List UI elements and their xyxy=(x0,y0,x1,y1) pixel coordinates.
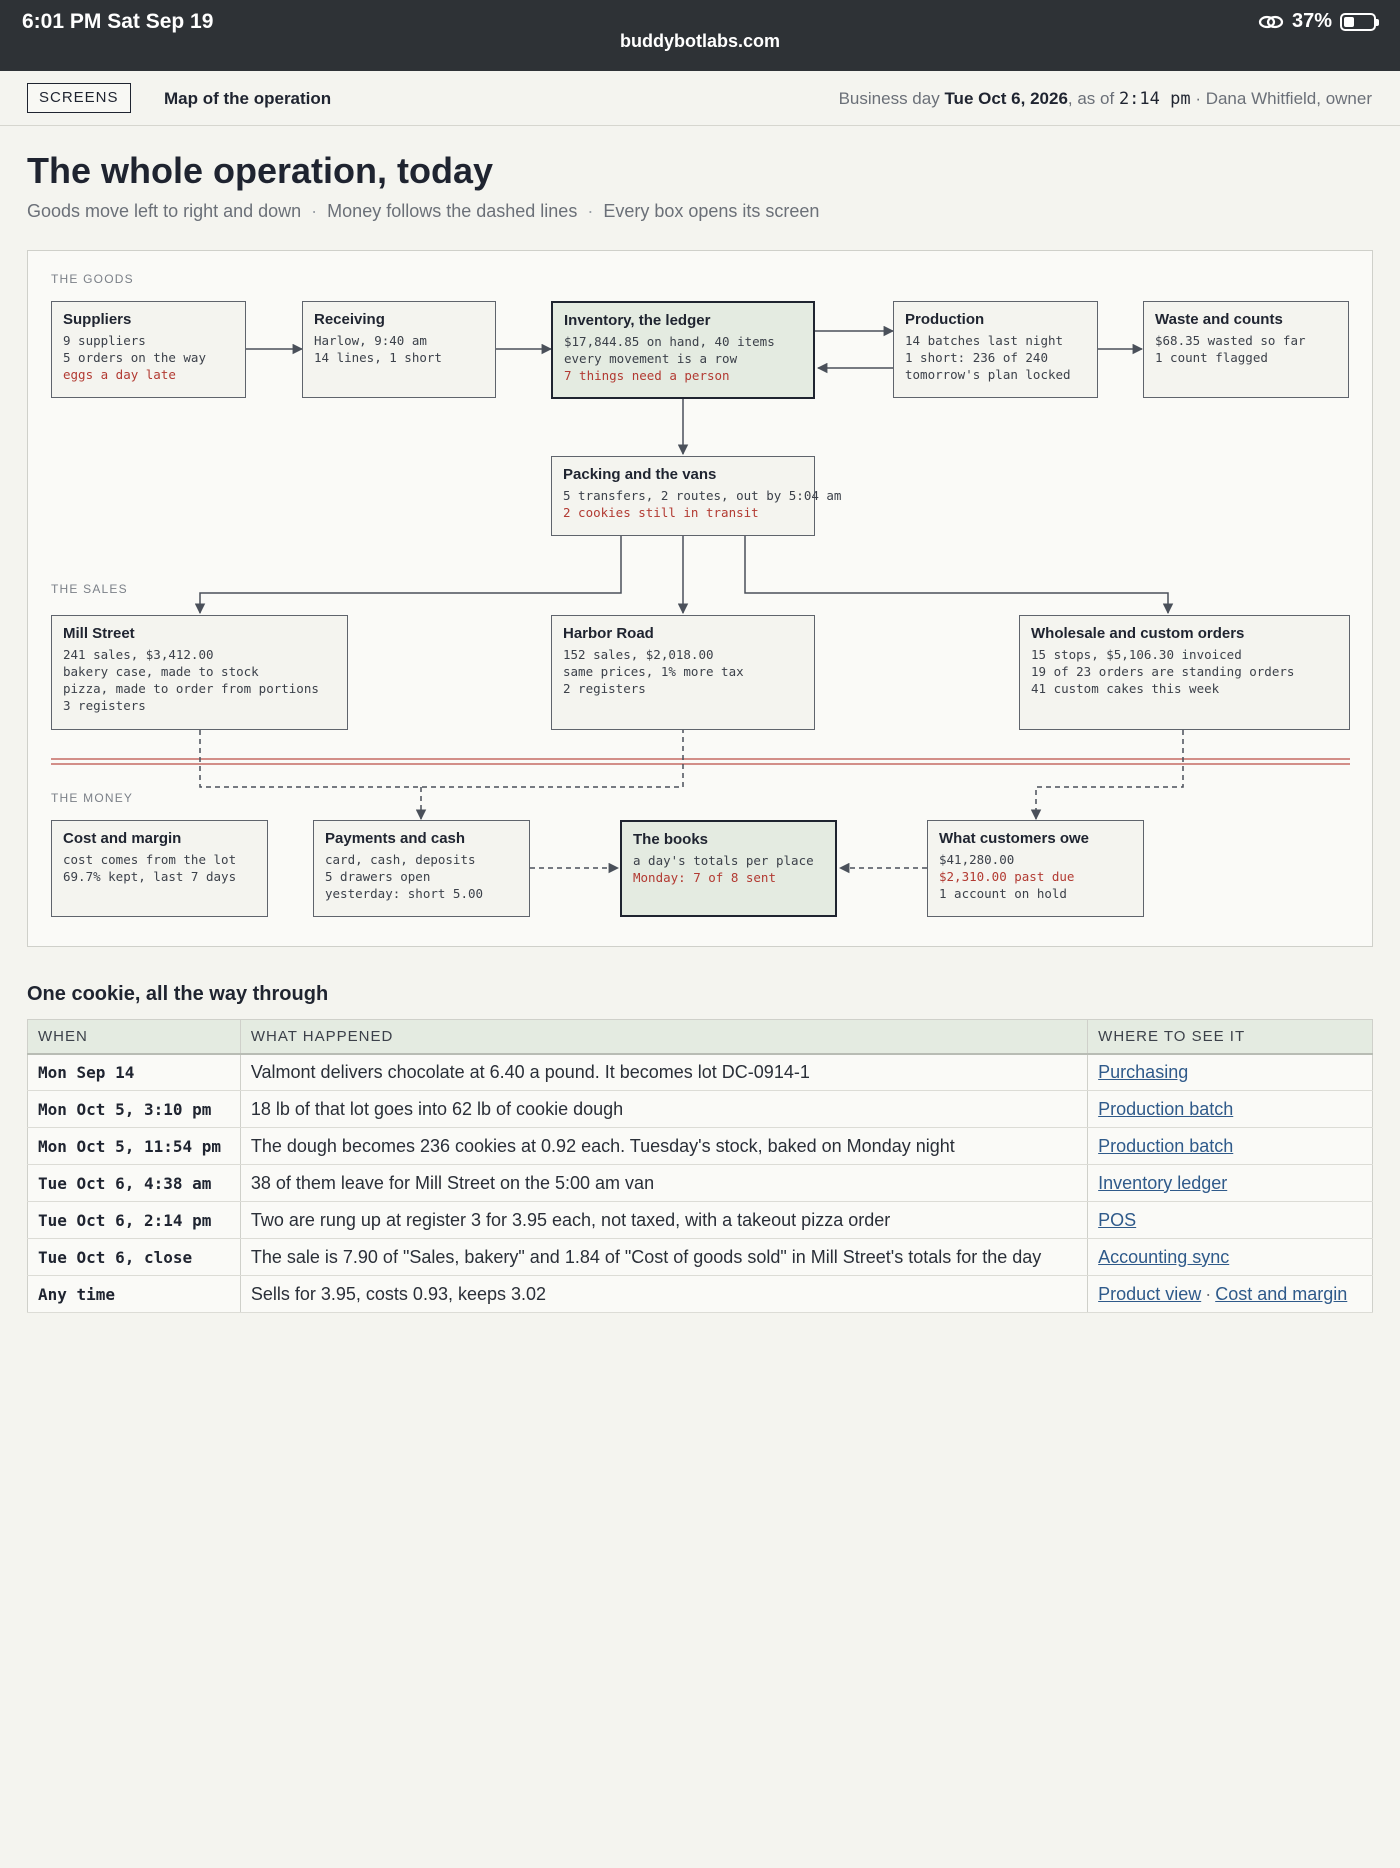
timeline-title: One cookie, all the way through xyxy=(27,983,329,1005)
cell-what: The dough becomes 236 cookies at 0.92 each. Tuesday's stock, baked on Monday night xyxy=(240,1128,1087,1165)
node-line: $41,280.00 xyxy=(939,852,1015,867)
node-title: Waste and counts xyxy=(1155,311,1283,328)
table-row xyxy=(28,1091,1373,1128)
business-day-info xyxy=(839,89,1372,109)
node-line: card, cash, deposits xyxy=(325,852,476,867)
cell-where xyxy=(1088,1091,1373,1128)
col-header-when: WHEN xyxy=(28,1020,241,1054)
node-packing-vans[interactable] xyxy=(551,456,842,536)
table-row xyxy=(28,1128,1373,1165)
cell-where xyxy=(1088,1054,1373,1091)
subtitle-separator: · xyxy=(587,201,594,221)
link-product-view[interactable]: Product view xyxy=(1098,1283,1202,1304)
node-alert: eggs a day late xyxy=(63,367,176,382)
operation-map xyxy=(27,250,1373,947)
status-time: 6:01 PM Sat Sep 19 xyxy=(22,10,214,33)
node-line: 41 custom cakes this week xyxy=(1031,681,1220,696)
node-line: 19 of 23 orders are standing orders xyxy=(1031,664,1295,679)
table-header-row xyxy=(28,1020,1373,1054)
node-line: Harlow, 9:40 am xyxy=(314,333,427,348)
cell-when: Mon Sep 14 xyxy=(28,1054,241,1091)
node-line: 2 registers xyxy=(563,681,646,696)
subtitle-separator: · xyxy=(311,201,318,221)
timeline-table xyxy=(27,1019,1373,1313)
node-line: same prices, 1% more tax xyxy=(563,664,744,679)
url-display[interactable]: buddybotlabs.com xyxy=(619,31,780,51)
cell-when: Tue Oct 6, 2:14 pm xyxy=(28,1202,241,1239)
node-line: 1 count flagged xyxy=(1155,350,1268,365)
node-line: 5 transfers, 2 routes, out by 5:04 am xyxy=(563,488,842,503)
screens-button[interactable]: SCREENS xyxy=(27,83,131,113)
link-purchasing[interactable]: Purchasing xyxy=(1098,1061,1189,1082)
node-line: 14 lines, 1 short xyxy=(314,350,442,365)
node-cost-margin[interactable] xyxy=(51,820,268,917)
node-line: 1 short: 236 of 240 xyxy=(905,350,1048,365)
link-inventory-ledger[interactable]: Inventory ledger xyxy=(1098,1172,1228,1193)
cell-when: Mon Oct 5, 3:10 pm xyxy=(28,1091,241,1128)
arrow-packing-mill xyxy=(200,536,621,613)
node-receiving[interactable] xyxy=(302,301,496,398)
cell-when: Tue Oct 6, 4:38 am xyxy=(28,1165,241,1202)
node-waste-counts[interactable] xyxy=(1143,301,1349,398)
node-line: 5 drawers open xyxy=(325,869,431,884)
business-day-prefix: Business day xyxy=(838,89,945,108)
node-production[interactable] xyxy=(893,301,1098,398)
table-row xyxy=(28,1276,1373,1313)
owner: · Dana Whitfield, owner xyxy=(1190,89,1372,108)
node-line: 152 sales, $2,018.00 xyxy=(563,647,714,662)
cell-what: Sells for 3.95, costs 0.93, keeps 3.02 xyxy=(240,1276,1087,1313)
cell-where xyxy=(1088,1165,1373,1202)
node-title: Cost and margin xyxy=(63,830,182,847)
node-title: Mill Street xyxy=(63,625,135,642)
top-nav xyxy=(0,71,1400,126)
node-line: 15 stops, $5,106.30 invoiced xyxy=(1031,647,1242,662)
node-line: 1 account on hold xyxy=(939,886,1067,901)
table-row xyxy=(28,1165,1373,1202)
cell-what: Valmont delivers chocolate at 6.40 a pound. It becomes lot DC-0914-1 xyxy=(240,1054,1087,1091)
node-title: The books xyxy=(633,831,709,848)
col-header-what: WHAT HAPPENED xyxy=(240,1020,1087,1054)
business-day: Tue Oct 6, 2026 xyxy=(944,89,1068,108)
node-line: 9 suppliers xyxy=(63,333,146,348)
node-line: 241 sales, $3,412.00 xyxy=(63,647,214,662)
node-line: every movement is a row xyxy=(564,351,738,366)
node-alert: $2,310.00 past due xyxy=(939,869,1075,884)
node-alert: 2 cookies still in transit xyxy=(563,505,759,520)
node-line: pizza, made to order from portions xyxy=(63,681,319,696)
node-title: Harbor Road xyxy=(563,625,654,642)
table-row xyxy=(28,1239,1373,1276)
section-label-money: THE MONEY xyxy=(51,791,134,805)
cell-where xyxy=(1088,1202,1373,1239)
dashed-to-owe xyxy=(1036,730,1183,819)
status-right xyxy=(1258,10,1376,33)
page-title: The whole operation, today xyxy=(27,150,494,191)
node-payments-cash[interactable] xyxy=(313,820,530,917)
node-the-books[interactable] xyxy=(620,820,837,917)
node-customers-owe[interactable] xyxy=(927,820,1144,917)
node-suppliers[interactable] xyxy=(51,301,246,398)
node-title: Suppliers xyxy=(63,311,132,328)
section-label-sales: THE SALES xyxy=(51,582,128,596)
node-line: 14 batches last night xyxy=(905,333,1064,348)
status-bar xyxy=(0,0,1400,71)
node-title: Production xyxy=(905,311,985,328)
cell-when: Any time xyxy=(28,1276,241,1313)
cell-where xyxy=(1088,1239,1373,1276)
as-of-prefix: , as of xyxy=(1067,89,1119,108)
cell-what: The sale is 7.90 of "Sales, bakery" and 1.84 of "Cost of goods sold" in Mill Street's totals for the day xyxy=(240,1239,1087,1276)
subtitle-money: Money follows the dashed lines xyxy=(327,201,578,221)
node-line: bakery case, made to stock xyxy=(63,664,259,679)
node-line: a day's totals per place xyxy=(633,853,814,868)
node-title: Inventory, the ledger xyxy=(564,312,711,329)
subtitle-boxes: Every box opens its screen xyxy=(603,201,820,221)
node-mill-street[interactable] xyxy=(51,615,348,730)
link-accounting-sync[interactable]: Accounting sync xyxy=(1098,1246,1230,1267)
cell-where xyxy=(1088,1276,1373,1313)
cell-when: Tue Oct 6, close xyxy=(28,1239,241,1276)
node-title: What customers owe xyxy=(939,830,1090,847)
cell-what: Two are rung up at register 3 for 3.95 each, not taxed, with a takeout pizza order xyxy=(240,1202,1087,1239)
battery-icon xyxy=(1340,13,1376,31)
table-row xyxy=(28,1202,1373,1239)
cell-what: 38 of them leave for Mill Street on the 5:00 am van xyxy=(240,1165,1087,1202)
cell-what: 18 lb of that lot goes into 62 lb of cookie dough xyxy=(240,1091,1087,1128)
link-production-batch[interactable]: Production batch xyxy=(1098,1098,1234,1119)
as-of-time: 2:14 pm xyxy=(1118,89,1191,109)
node-title: Payments and cash xyxy=(325,830,466,847)
cell-where xyxy=(1088,1128,1373,1165)
table-row xyxy=(28,1054,1373,1091)
node-line: 5 orders on the way xyxy=(63,350,206,365)
col-header-where: WHERE TO SEE IT xyxy=(1088,1020,1373,1054)
section-label-goods: THE GOODS xyxy=(51,272,134,286)
node-line: cost comes from the lot xyxy=(63,852,237,867)
node-line: tomorrow's plan locked xyxy=(905,367,1071,382)
link-icon xyxy=(1258,13,1284,31)
page-subtitle xyxy=(27,201,819,222)
link-pos[interactable]: POS xyxy=(1098,1209,1137,1230)
node-alert: Monday: 7 of 8 sent xyxy=(633,870,776,885)
cell-when: Mon Oct 5, 11:54 pm xyxy=(28,1128,241,1165)
node-title: Receiving xyxy=(314,311,385,328)
link-production-batch[interactable]: Production batch xyxy=(1098,1135,1234,1156)
node-harbor-road[interactable] xyxy=(551,615,815,730)
subtitle-goods: Goods move left to right and down xyxy=(27,201,302,221)
node-wholesale-custom[interactable] xyxy=(1019,615,1350,730)
arrow-packing-wholesale xyxy=(745,536,1168,613)
battery-percent: 37% xyxy=(1291,10,1332,32)
node-title: Packing and the vans xyxy=(563,466,717,483)
node-line: 69.7% kept, last 7 days xyxy=(63,869,237,884)
node-line: 3 registers xyxy=(63,698,146,713)
link-separator: · xyxy=(1205,1283,1212,1304)
node-inventory-ledger[interactable] xyxy=(551,301,815,399)
node-line: yesterday: short 5.00 xyxy=(325,886,484,901)
nav-title: Map of the operation xyxy=(164,89,332,108)
node-alert: 7 things need a person xyxy=(564,368,730,383)
node-title: Wholesale and custom orders xyxy=(1031,625,1245,642)
node-line: $17,844.85 on hand, 40 items xyxy=(564,334,775,349)
link-cost-margin[interactable]: Cost and margin xyxy=(1215,1283,1348,1304)
node-line: $68.35 wasted so far xyxy=(1155,333,1306,348)
